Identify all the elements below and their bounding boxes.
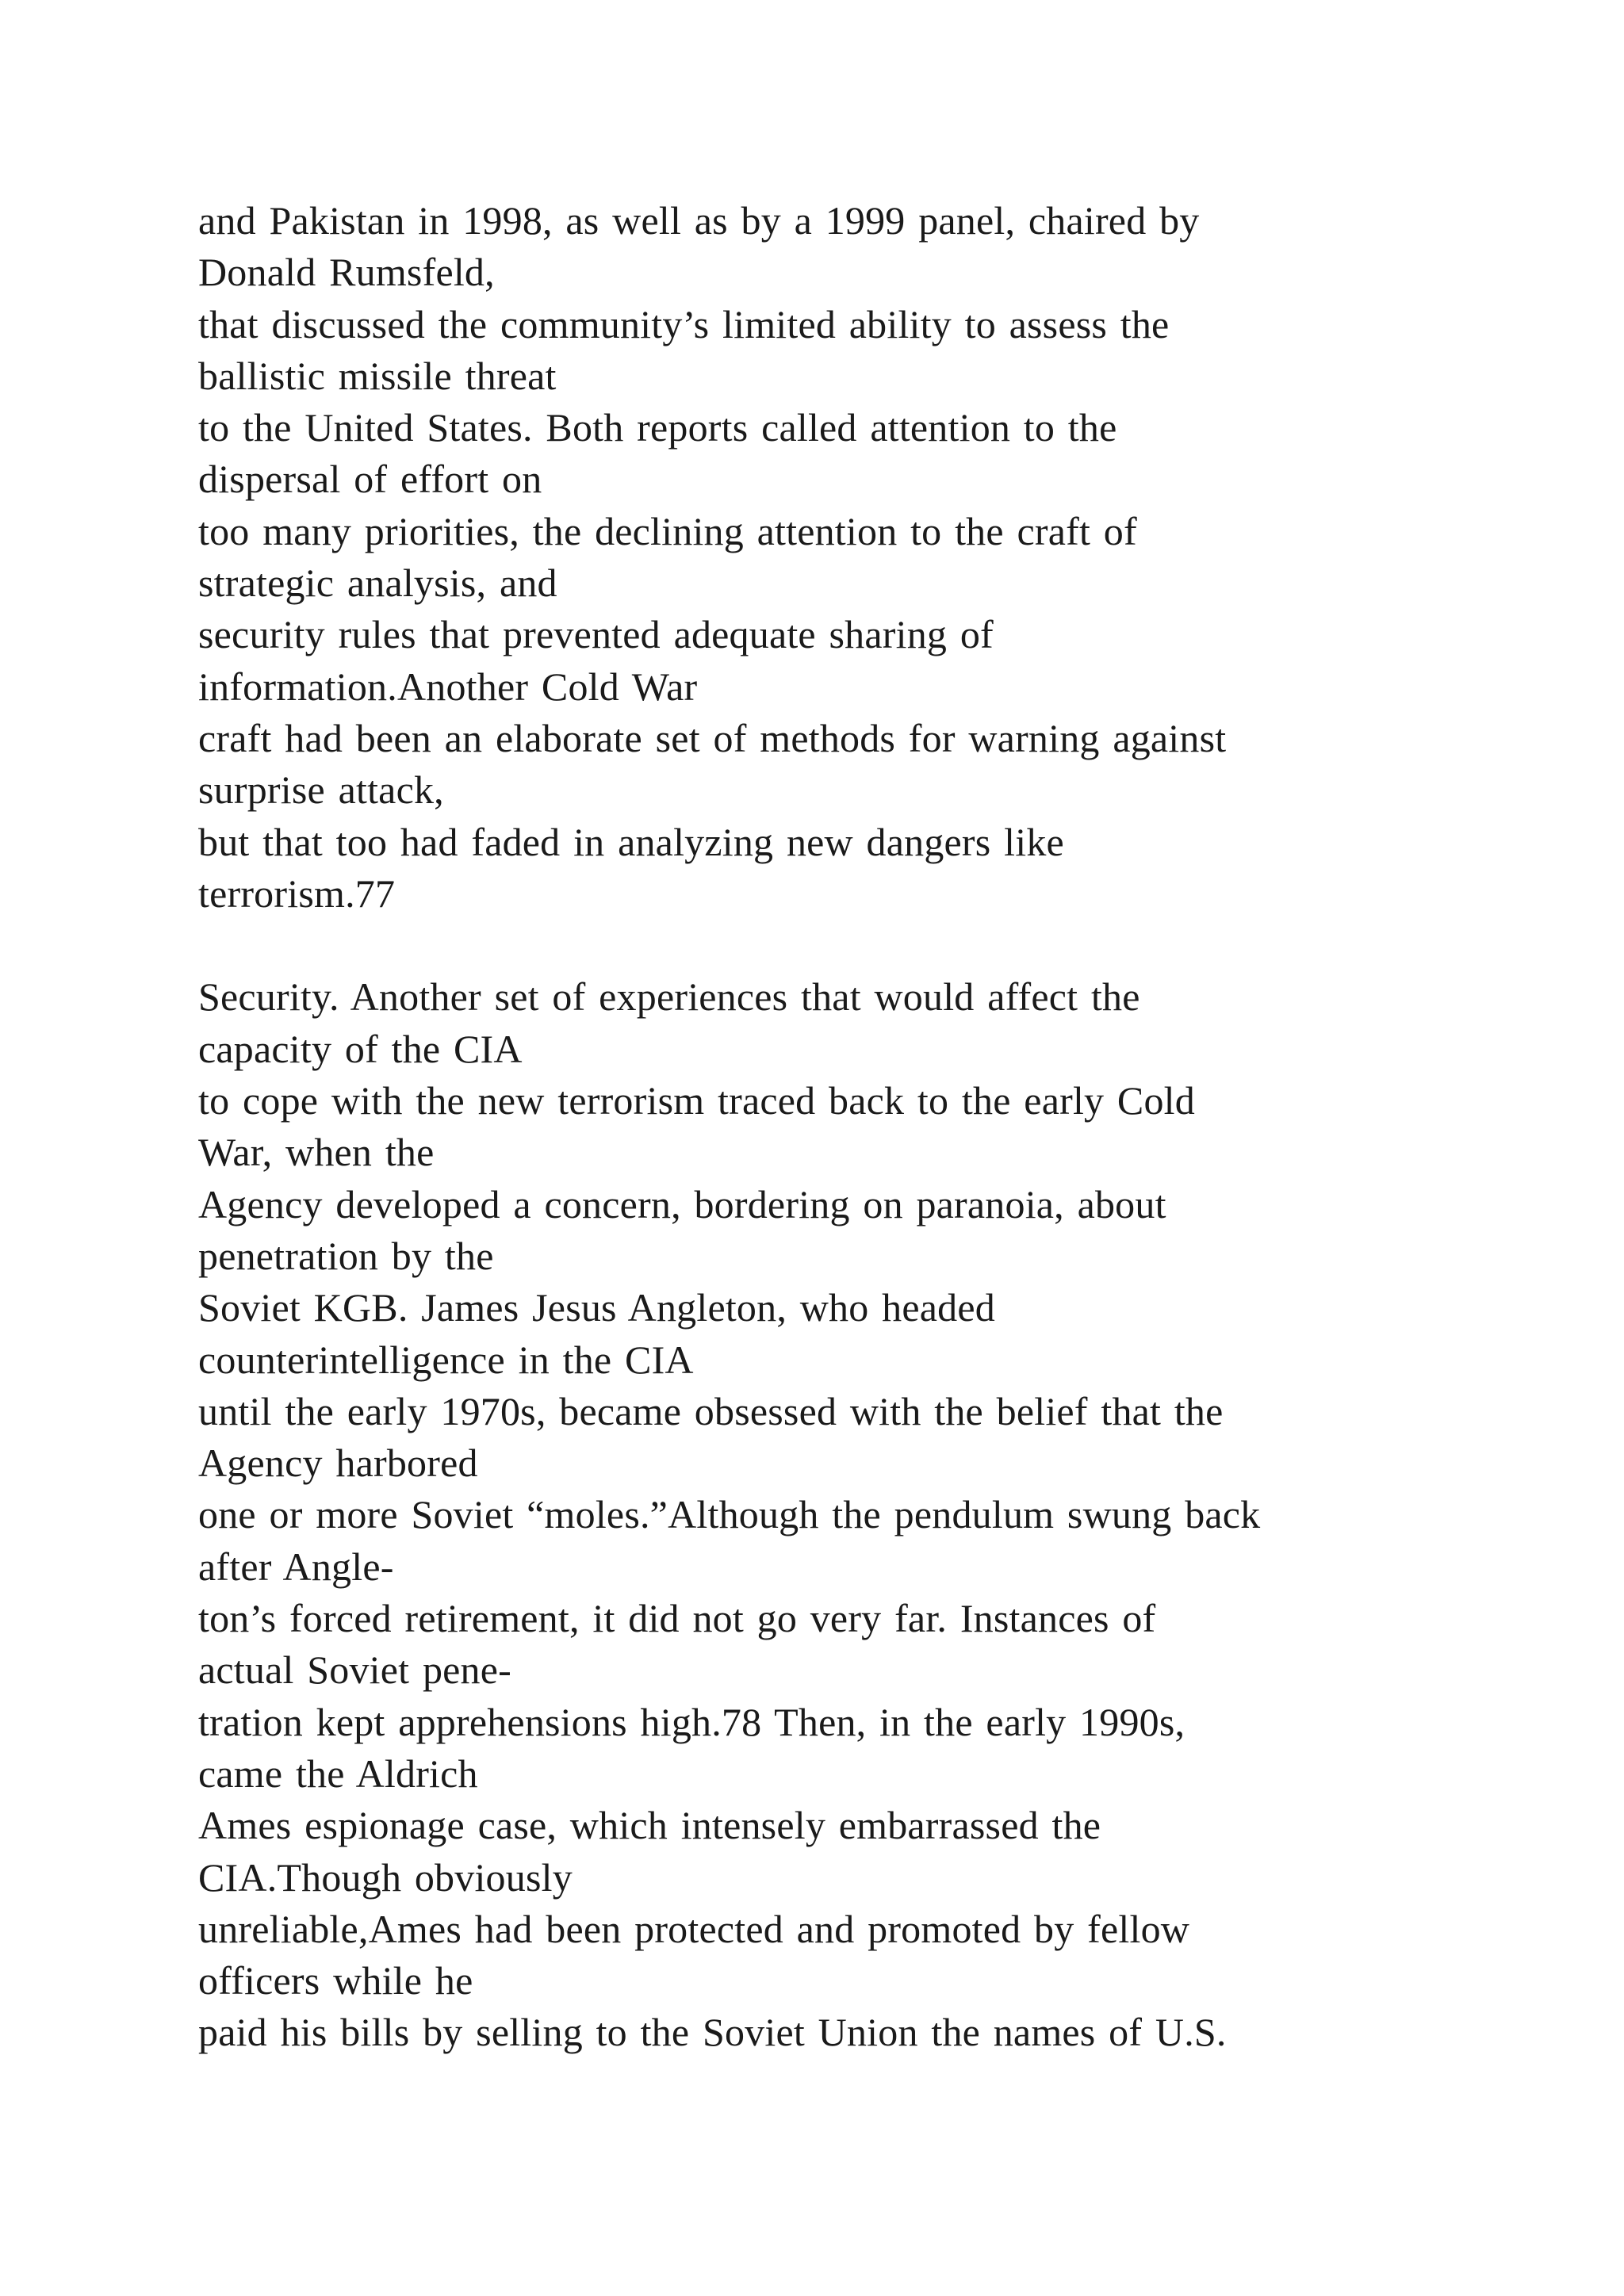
text-line: capacity of the CIA [198, 1026, 523, 1071]
text-line: to the United States. Both reports called attention to the [198, 405, 1117, 450]
body-text [198, 195, 1530, 2059]
paragraph-1 [198, 195, 1530, 920]
paragraph-2 [198, 971, 1530, 2058]
text-line: until the early 1970s, became obsessed with the belief that the [198, 1388, 1224, 1433]
text-line: penetration by the [198, 1233, 494, 1278]
text-line: Agency developed a concern, bordering on paranoia, about [198, 1181, 1166, 1226]
text-line: security rules that prevented adequate sharing of [198, 612, 994, 657]
text-line: one or more Soviet “moles.”Although the pendulum swung back [198, 1492, 1261, 1537]
text-line: ton’s forced retirement, it did not go very far. Instances of [198, 1596, 1156, 1641]
text-line: Ames espionage case, which intensely embarrassed the [198, 1803, 1101, 1848]
text-line: strategic analysis, and [198, 561, 557, 606]
text-line: dispersal of effort on [198, 457, 542, 502]
text-line: unreliable,Ames had been protected and promoted by fellow [198, 1906, 1190, 1951]
text-line: craft had been an elaborate set of methods for warning against [198, 715, 1227, 760]
text-line: tration kept apprehensions high.78 Then, in the early 1990s, [198, 1699, 1185, 1744]
text-line: and Pakistan in 1998, as well as by a 1999 panel, chaired by [198, 198, 1200, 243]
text-line: counterintelligence in the CIA [198, 1337, 694, 1382]
text-line: terrorism.77 [198, 871, 396, 916]
text-line: Agency harbored [198, 1441, 478, 1486]
text-line: to cope with the new terrorism traced back to the early Cold [198, 1078, 1195, 1123]
text-line: but that too had faded in analyzing new dangers like [198, 819, 1064, 864]
text-line: that discussed the community’s limited ability to assess the [198, 301, 1170, 346]
text-line: Security. Another set of experiences that would affect the [198, 974, 1140, 1020]
text-line: surprise attack, [198, 767, 444, 813]
text-line: CIA.Though obviously [198, 1854, 573, 1900]
text-line: War, when the [198, 1130, 435, 1175]
text-line: paid his bills by selling to the Soviet Union the names of U.S. [198, 2010, 1227, 2055]
text-line: Soviet KGB. James Jesus Angleton, who headed [198, 1285, 995, 1330]
text-line: Donald Rumsfeld, [198, 250, 495, 295]
text-line: actual Soviet pene- [198, 1647, 511, 1693]
text-line: information.Another Cold War [198, 664, 698, 709]
paragraph-spacer [198, 920, 1530, 971]
text-line: after Angle- [198, 1544, 394, 1589]
text-line: ballistic missile threat [198, 353, 557, 398]
text-line: officers while he [198, 1958, 473, 2003]
text-line: too many priorities, the declining attention to the craft of [198, 508, 1137, 553]
text-line: came the Aldrich [198, 1751, 478, 1796]
